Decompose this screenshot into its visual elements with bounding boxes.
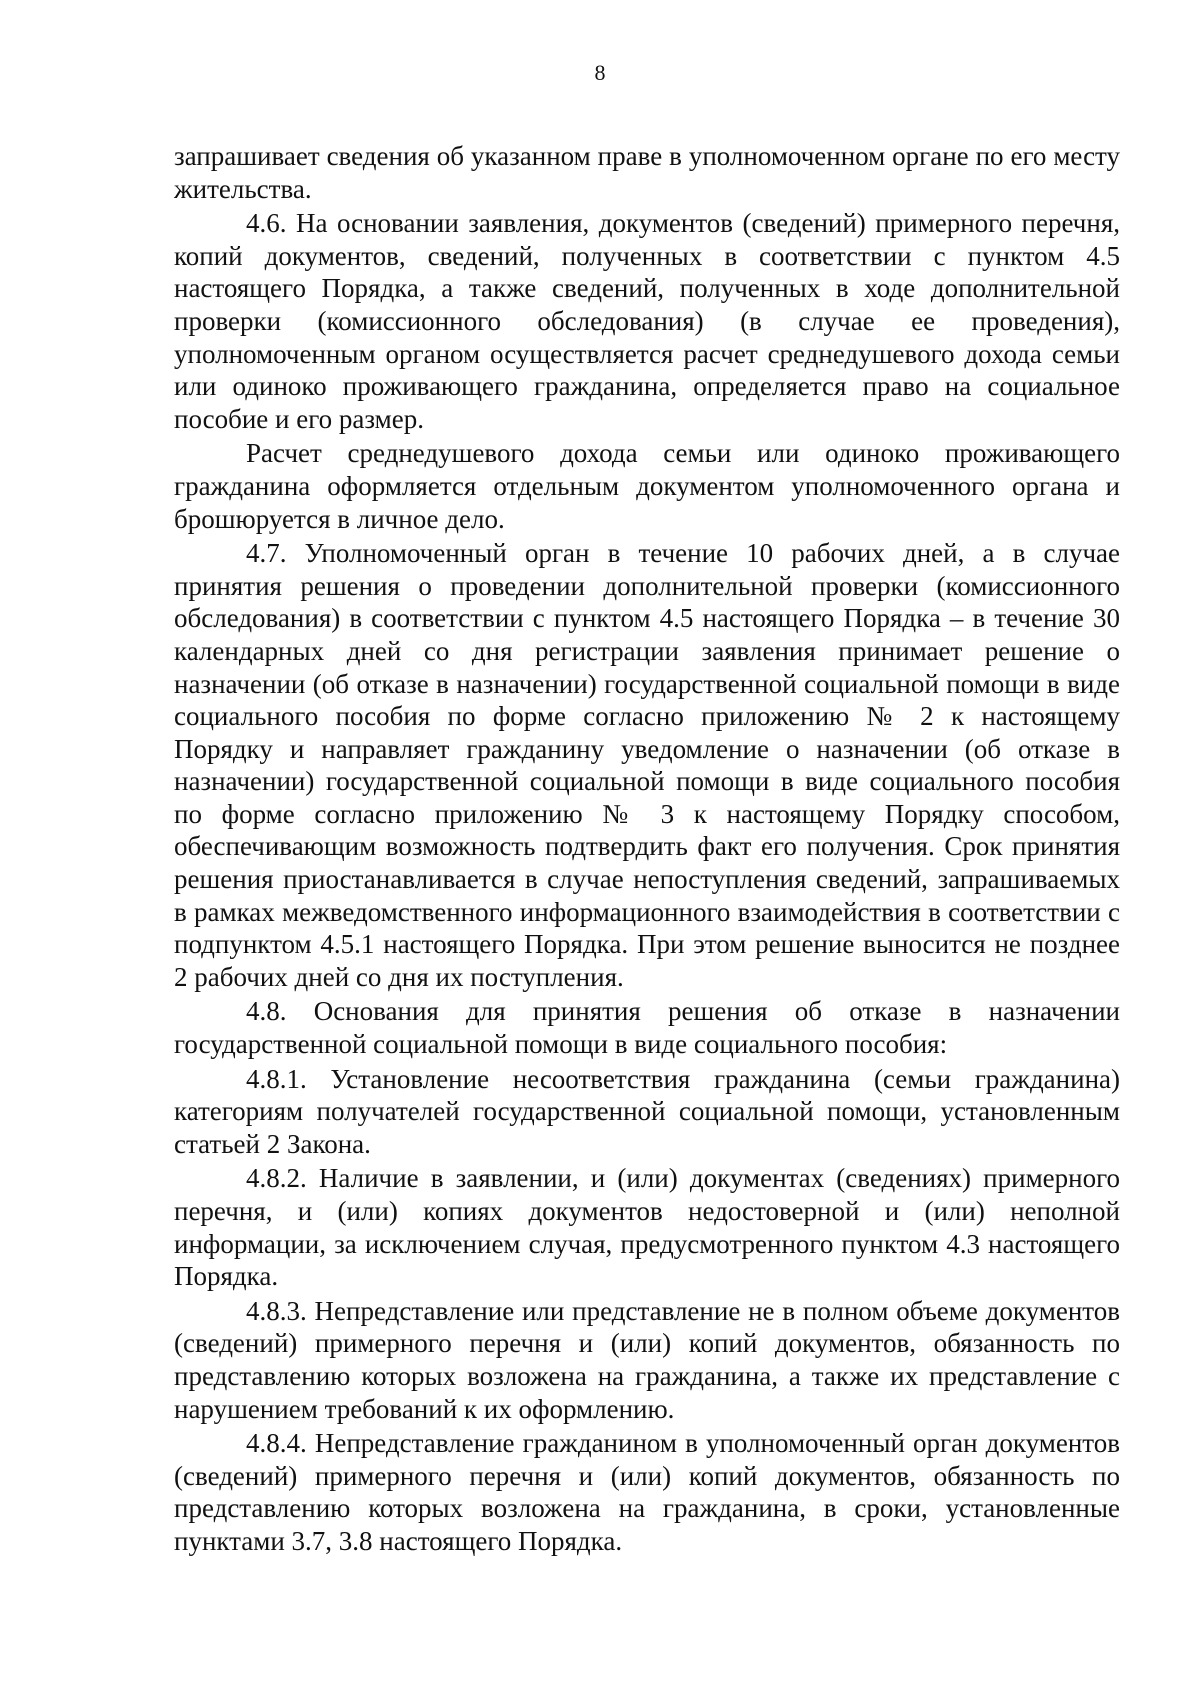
- paragraph-4-8-4: 4.8.4. Непредставление гражданином в уполномоченный орган документов (сведений) примерного перечня и (или) копий документов, обязанность по представлению которых возложена на гражданина, в сроки, установленные пунктами 3.7, 3.8 настоящего Порядка.: [174, 1428, 1120, 1556]
- paragraph-4-6: 4.6. На основании заявления, документов (сведений) примерного перечня, копий документов, сведений, полученных в соответствии с пунктом 4.5 настоящего Порядка, а также сведений, полученных в ходе дополнительной проверки (комиссионного обследования) (в случае ее проведения), уполномоченным органом осуществляется расчет среднедушевого дохода семьи или одиноко проживающего гражданина, определяется право на социальное пособие и его размер.: [174, 208, 1120, 434]
- paragraph-income-calculation: Расчет среднедушевого дохода семьи или одиноко проживающего гражданина оформляется отдельным документом уполномоченного органа и брошюруется в личное дело.: [174, 438, 1120, 534]
- page-number: 8: [594, 60, 606, 85]
- paragraph-4-8-3: 4.8.3. Непредставление или представление не в полном объеме документов (сведений) примерного перечня и (или) копий документов, обязанность по представлению которых возложена на гражданина, а также их представление с нарушением требований к их оформлению.: [174, 1295, 1120, 1424]
- paragraph-4-8: 4.8. Основания для принятия решения об отказе в назначении государственной социальной помощи в виде социального пособия:: [174, 996, 1120, 1060]
- paragraph-4-8-1: 4.8.1. Установление несоответствия гражданина (семьи гражданина) категориям получателей государственной социальной помощи, установленным статьей 2 Закона.: [174, 1063, 1120, 1159]
- document-body: [174, 140, 1120, 1560]
- paragraph-4-8-2: 4.8.2. Наличие в заявлении, и (или) документах (сведениях) примерного перечня, и (или) копиях документов недостоверной и (или) неполной информации, за исключением случая, предусмотренного пунктом 4.3 настоящего Порядка.: [174, 1163, 1120, 1292]
- paragraph-continuation: запрашивает сведения об указанном праве в уполномоченном органе по его месту жительства.: [174, 141, 1120, 204]
- paragraph-4-7: 4.7. Уполномоченный орган в течение 10 рабочих дней, а в случае принятия решения о проведении дополнительной проверки (комиссионного обследования) в соответствии с пунктом 4.5 настоящего Порядка – в течение 30 календарных дней со дня регистрации заявления принимает решение о назначении (об отказе в назначении) государственной социальной помощи в виде социального пособия по форме согласно приложению № 2 к настоящему Порядку и направляет гражданину уведомление о назначении (об отказе в назначении) государственной социальной помощи в виде социального пособия по форме согласно приложению № 3 к настоящему Порядку способом, обеспечивающим возможность подтвердить факт его получения. Срок принятия решения приостанавливается в случае непоступления сведений, запрашиваемых в рамках межведомственного информационного взаимодействия в соответствии с подпунктом 4.5.1 настоящего Порядка. При этом решение выносится не позднее 2 рабочих дней со дня их поступления.: [174, 538, 1120, 992]
